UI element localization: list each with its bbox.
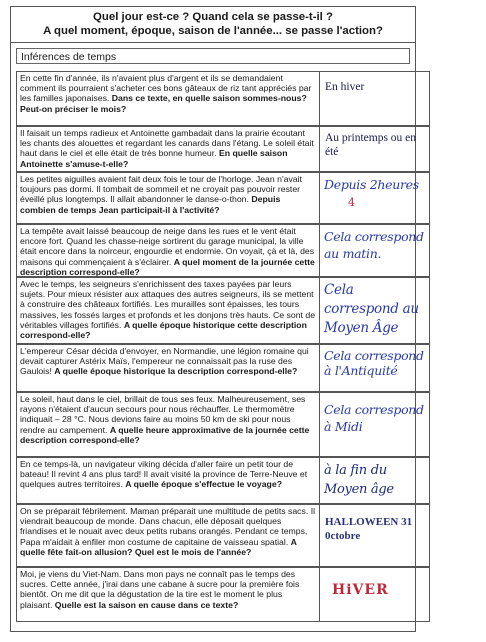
exercise-text: L'empereur César décida d'envoyer, en Normandie, une légion romaine qui devait capturer Astérix Maïs, l'empereur ne connaissait pas la ruse des Gaulois! xyxy=(20,346,309,377)
exercise-text: En ce temps-là, un navigateur viking décida d'aller faire un petit tour de bateau! Il revint 4 ans plus tard! Il avait visité la province de Terre-Neuve et quelques autres territoires. xyxy=(20,459,308,490)
answer-text: Depuis 2heures xyxy=(324,177,419,192)
exercise-question: Depuis combien de temps Jean participait-il à l'activité? xyxy=(20,194,281,215)
exercise-text-cell xyxy=(16,457,320,504)
answer-text: Cela correspond à l'Antiquité xyxy=(324,348,424,378)
answer-cell[interactable] xyxy=(320,344,430,392)
exercise-question: A quel moment de la journée cette description correspond-elle? xyxy=(20,256,315,277)
title-line-2: A quel moment, époque, saison de l'année... se passe l'action? xyxy=(43,25,383,37)
answer-cell[interactable] xyxy=(320,392,430,457)
section-label: Inférences de temps xyxy=(16,48,410,64)
exercise-text-cell xyxy=(16,277,320,344)
answer-cell[interactable] xyxy=(320,126,430,172)
exercise-text: La tempête avait laissé beaucoup de neige dans les rues et le vent était encore fort. Quand les chasse-neige sortirent du garage municipal, la ville était encore dans la noirceur, engourdie et endormie. On voyait, çà et là, des maisons qui commençaient à s'éclairer. xyxy=(20,226,315,267)
answer-cell[interactable] xyxy=(320,224,430,277)
exercise-text-cell xyxy=(16,172,320,224)
exercise-question: Quelle est la saison en cause dans ce texte? xyxy=(54,599,239,610)
worksheet-title xyxy=(10,6,416,43)
exercise-text: On se préparait fébrilement. Maman préparait une multitude de petits sacs. Il viendrait beaucoup de monde. Dans chacun, elle déposait quelques friandises et le nouait avec deux petits rubans orangés. Pendant ce temps, Papa m'aidait à enfiler mon costume de capitaine de vaisseau spatial. xyxy=(20,506,316,547)
answer-annotation: 4 xyxy=(348,196,355,209)
exercise-question: A quelle fête fait-on allusion? Quel est le mois de l'année? xyxy=(20,536,297,557)
answer-cell[interactable] xyxy=(320,277,430,344)
title-line-1: Quel jour est-ce ? Quand cela se passe-t-il ? xyxy=(93,11,333,23)
answer-text: Cela correspond au matin. xyxy=(324,229,424,261)
answer-cell[interactable] xyxy=(320,504,430,567)
exercise-text: En cette fin d'année, ils n'avaient plus d'argent et ils se demandaient comment ils pourraient s'acheter ces bons gâteaux de riz tant appréciés par les familles japonaises. xyxy=(20,73,312,104)
exercise-text: Le soleil, haut dans le ciel, brillait de tous ses feux. Malheureusement, ses rayons n'étaient d'aucun secours pour nous réchauffer. Le thermomètre indiquait – 28 °C. Nous devions faire au moins 50 km de ski pour nous rendre au campement. xyxy=(20,394,306,435)
answer-text: Cela correspond à Midi xyxy=(324,402,424,434)
answer-text: à la fin du Moyen âge xyxy=(324,463,394,497)
exercise-text-cell xyxy=(16,224,320,277)
exercise-text-cell xyxy=(16,392,320,457)
exercise-text: Avec le temps, les seigneurs s'enrichissent des taxes payées par leurs sujets. Pour mieux résister aux attaques des autres seigneurs, ils se mettent à construire des châteaux fortifiés. Les murailles sont épaisses, les tours massives, les fossés larges et profonds et les donjons très hauts. Ce sont de véritables villages fortifiés. xyxy=(20,279,316,330)
exercise-question: A quelle époque historique la description correspond-elle? xyxy=(54,366,298,377)
exercise-text: Il faisait un temps radieux et Antoinette gambadait dans la prairie écoutant les chants des alouettes et regardant les canards dans l'étang. Le soleil était haut dans le ciel et elle était de très bonne humeur. xyxy=(20,128,314,159)
answer-text: HALLOWEEN 31 0ctobre xyxy=(325,516,413,542)
exercise-question: A quelle heure approximative de la journée cette description correspond-elle? xyxy=(20,424,310,445)
answer-cell[interactable] xyxy=(320,567,430,622)
exercise-text-cell xyxy=(16,567,320,622)
exercise-question: En quelle saison Antoinette s'amuse-t-elle? xyxy=(20,148,288,169)
exercise-text-cell xyxy=(16,126,320,172)
answer-text: Au printemps ou en été xyxy=(325,132,417,158)
answer-text: Cela correspond au Moyen Âge xyxy=(324,282,419,336)
exercise-text-cell xyxy=(16,71,320,126)
exercise-text: Les petites aiguilles avaient fait deux fois le tour de l'horloge. Jean n'avait toujours pas dormi. Il tombait de sommeil et ne croyait pas pouvoir rester éveillé plus longtemps. Il allait abandonner le danse-o-thon. xyxy=(20,174,302,205)
exercise-question: Dans ce texte, en quelle saison sommes-nous? Peut-on préciser le mois? xyxy=(20,93,307,114)
handwritten-answer xyxy=(320,173,429,214)
exercise-question: A quelle époque s'effectue le voyage? xyxy=(125,479,282,490)
exercise-text-cell xyxy=(16,504,320,567)
answer-cell[interactable] xyxy=(320,172,430,224)
answer-text: En hiver xyxy=(325,81,365,93)
answer-cell[interactable] xyxy=(320,71,430,126)
answer-text: HiVER xyxy=(332,582,389,598)
answer-cell[interactable] xyxy=(320,457,430,504)
exercise-text: Moi, je viens du Viet-Nam. Dans mon pays ne connaît pas le temps des sucres. Cette année, j'irai dans une cabane à sucre pour la première fois bientôt. On me dit que la dégustation de la tire est le moment le plus plaisant. xyxy=(20,569,300,610)
exercise-question: A quelle époque historique cette description correspond-elle? xyxy=(20,319,307,341)
exercise-text-cell xyxy=(16,344,320,392)
